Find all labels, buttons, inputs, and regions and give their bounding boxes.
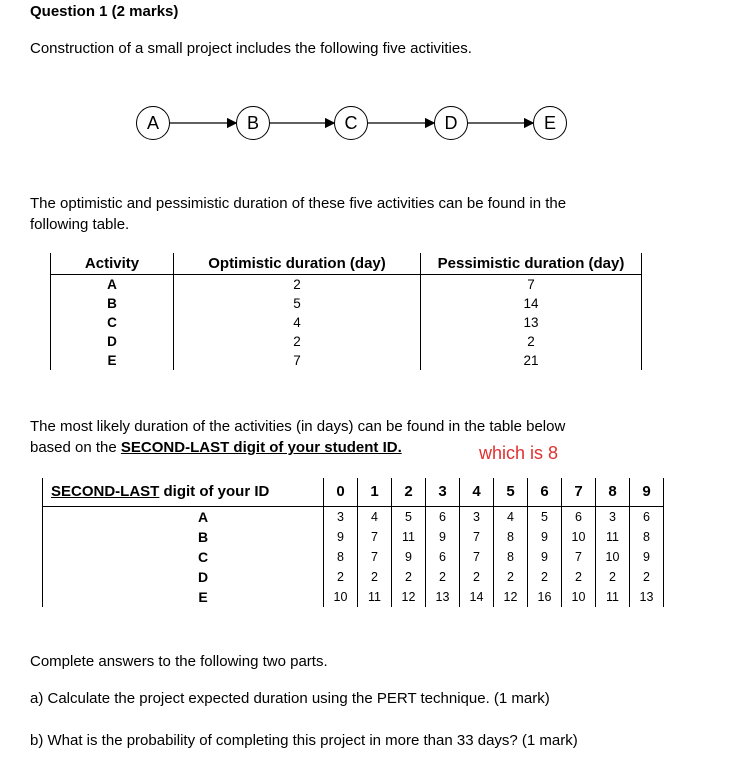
pessimistic-cell: 2 (421, 332, 642, 351)
duration-table (50, 253, 642, 370)
activity-cell: B (43, 527, 324, 547)
value-cell: 7 (460, 527, 494, 547)
likely-text-line1: The most likely duration of the activities (in days) can be found in the table below (30, 418, 566, 435)
value-cell: 9 (426, 527, 460, 547)
digit-header: 3 (426, 478, 460, 507)
value-cell: 2 (528, 567, 562, 587)
value-cell: 11 (596, 587, 630, 607)
node-b: B (236, 106, 270, 140)
node-a: A (136, 106, 170, 140)
value-cell: 7 (562, 547, 596, 567)
value-cell: 2 (596, 567, 630, 587)
header-pessimistic: Pessimistic duration (day) (421, 253, 642, 275)
value-cell: 2 (460, 567, 494, 587)
header-digit-emphasis: SECOND-LAST (51, 483, 160, 500)
value-cell: 11 (596, 527, 630, 547)
value-cell: 6 (562, 507, 596, 528)
activity-cell: E (51, 351, 174, 370)
value-cell: 9 (630, 547, 664, 567)
header-optimistic: Optimistic duration (day) (174, 253, 421, 275)
value-cell: 3 (324, 507, 358, 528)
value-cell: 10 (324, 587, 358, 607)
optimistic-cell: 5 (174, 294, 421, 313)
pessimistic-cell: 7 (421, 275, 642, 295)
parts-intro: Complete answers to the following two parts. (30, 653, 328, 670)
value-cell: 11 (358, 587, 392, 607)
activity-cell: A (43, 507, 324, 528)
value-cell: 2 (494, 567, 528, 587)
value-cell: 9 (528, 547, 562, 567)
activity-cell: B (51, 294, 174, 313)
duration-table-header (51, 253, 642, 275)
value-cell: 4 (358, 507, 392, 528)
value-cell: 9 (324, 527, 358, 547)
header-digit-rest: digit of your ID (159, 483, 270, 500)
part-a: a) Calculate the project expected duration using the PERT technique. (1 mark) (30, 690, 550, 707)
digit-header: 6 (528, 478, 562, 507)
table-row (43, 567, 664, 587)
intro-text: Construction of a small project includes the following five activities. (30, 40, 472, 57)
node-d: D (434, 106, 468, 140)
part-b: b) What is the probability of completing this project in more than 33 days? (1 mark) (30, 732, 578, 749)
table-row (43, 527, 664, 547)
header-activity: Activity (51, 253, 174, 275)
value-cell: 11 (392, 527, 426, 547)
table-row (51, 332, 642, 351)
optimistic-cell: 2 (174, 275, 421, 295)
likely-duration-table (42, 478, 664, 607)
value-cell: 7 (358, 527, 392, 547)
value-cell: 2 (392, 567, 426, 587)
activity-cell: C (51, 313, 174, 332)
table-row (51, 313, 642, 332)
activity-cell: D (43, 567, 324, 587)
value-cell: 12 (494, 587, 528, 607)
value-cell: 4 (494, 507, 528, 528)
value-cell: 10 (562, 527, 596, 547)
table-row (43, 587, 664, 607)
node-c: C (334, 106, 368, 140)
activity-cell: E (43, 587, 324, 607)
handwritten-annotation: which is 8 (479, 443, 559, 463)
value-cell: 8 (630, 527, 664, 547)
table-row (51, 294, 642, 313)
digit-header: 4 (460, 478, 494, 507)
value-cell: 13 (630, 587, 664, 607)
duration-text-line1: The optimistic and pessimistic duration of these five activities can be found in the (30, 195, 567, 212)
likely-table-header (43, 478, 664, 507)
digit-header: 0 (324, 478, 358, 507)
question-title: Question 1 (2 marks) (30, 3, 179, 20)
value-cell: 9 (528, 527, 562, 547)
value-cell: 13 (426, 587, 460, 607)
digit-header: 7 (562, 478, 596, 507)
likely-text-prefix: based on the (30, 439, 121, 456)
value-cell: 2 (426, 567, 460, 587)
value-cell: 10 (562, 587, 596, 607)
digit-header: 9 (630, 478, 664, 507)
value-cell: 6 (630, 507, 664, 528)
duration-text (30, 193, 566, 235)
value-cell: 5 (392, 507, 426, 528)
table-row (43, 507, 664, 528)
node-e: E (533, 106, 567, 140)
value-cell: 7 (460, 547, 494, 567)
value-cell: 6 (426, 507, 460, 528)
value-cell: 8 (494, 547, 528, 567)
pessimistic-cell: 14 (421, 294, 642, 313)
digit-header: 5 (494, 478, 528, 507)
value-cell: 12 (392, 587, 426, 607)
value-cell: 2 (324, 567, 358, 587)
activity-cell: D (51, 332, 174, 351)
optimistic-cell: 4 (174, 313, 421, 332)
value-cell: 5 (528, 507, 562, 528)
table-row (43, 547, 664, 567)
value-cell: 8 (494, 527, 528, 547)
table-row (51, 275, 642, 295)
value-cell: 2 (562, 567, 596, 587)
pessimistic-cell: 21 (421, 351, 642, 370)
table-row (51, 351, 642, 370)
optimistic-cell: 7 (174, 351, 421, 370)
pessimistic-cell: 13 (421, 313, 642, 332)
activity-cell: C (43, 547, 324, 567)
value-cell: 7 (358, 547, 392, 567)
likely-text-emphasis: SECOND-LAST digit of your student ID. (120, 439, 402, 456)
value-cell: 6 (426, 547, 460, 567)
value-cell: 14 (460, 587, 494, 607)
activity-cell: A (51, 275, 174, 295)
digit-header: 1 (358, 478, 392, 507)
header-digit-label (43, 478, 324, 507)
value-cell: 8 (324, 547, 358, 567)
value-cell: 2 (358, 567, 392, 587)
value-cell: 16 (528, 587, 562, 607)
value-cell: 3 (460, 507, 494, 528)
optimistic-cell: 2 (174, 332, 421, 351)
value-cell: 10 (596, 547, 630, 567)
value-cell: 3 (596, 507, 630, 528)
value-cell: 9 (392, 547, 426, 567)
digit-header: 8 (596, 478, 630, 507)
value-cell: 2 (630, 567, 664, 587)
duration-text-line2: following table. (30, 216, 130, 233)
digit-header: 2 (392, 478, 426, 507)
